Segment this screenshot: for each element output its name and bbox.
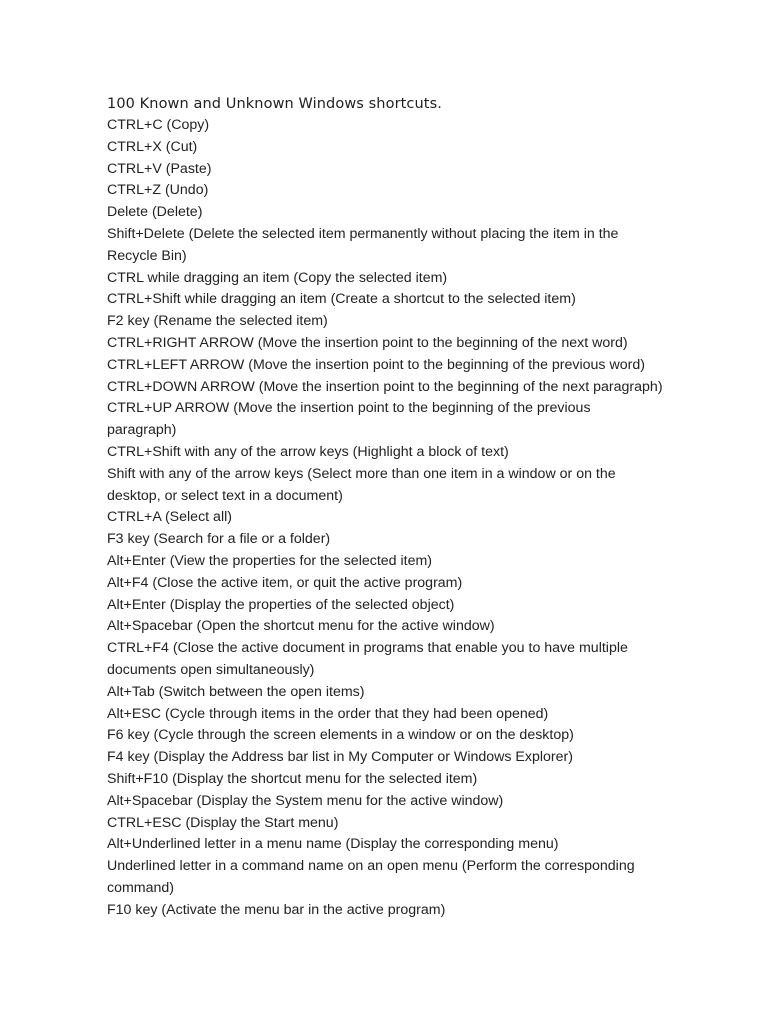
text-line: F3 key (Search for a file or a folder) (107, 531, 331, 548)
shortcut-list (107, 115, 687, 921)
text-line: CTRL+A (Select all) (107, 509, 232, 526)
text-line: command) (107, 879, 175, 896)
text-line: CTRL+X (Cut) (107, 138, 198, 155)
text-line: Alt+Enter (View the properties for the selected item) (107, 552, 433, 569)
text-line: Alt+Enter (Display the properties of the selected object) (107, 596, 455, 613)
text-line: CTRL+Z (Undo) (107, 182, 209, 199)
text-line: CTRL+Shift with any of the arrow keys (Highlight a block of text) (107, 443, 509, 460)
text-line: Underlined letter in a command name on an open menu (Perform the corresponding (107, 858, 635, 875)
text-line: CTRL+Shift while dragging an item (Create a shortcut to the selected item) (107, 291, 576, 308)
text-line: CTRL+C (Copy) (107, 117, 210, 133)
text-line: CTRL+RIGHT ARROW (Move the insertion point to the beginning of the next word) (107, 334, 628, 351)
text-line: desktop, or select text in a document) (107, 487, 343, 504)
document-title: 100 Known and Unknown Windows shortcuts. (107, 96, 442, 112)
text-line: CTRL+UP ARROW (Move the insertion point to the beginning of the previous (107, 400, 591, 417)
text-line: Shift with any of the arrow keys (Select more than one item in a window or on the (107, 465, 616, 482)
text-line: F4 key (Display the Address bar list in My Computer or Windows Explorer) (107, 749, 573, 766)
text-line: CTRL+LEFT ARROW (Move the insertion point to the beginning of the previous word) (107, 356, 645, 373)
text-line: CTRL+DOWN ARROW (Move the insertion point to the beginning of the next paragraph) (107, 378, 663, 395)
text-line: Recycle Bin) (107, 247, 187, 264)
text-line: F6 key (Cycle through the screen elements in a window or on the desktop) (107, 727, 574, 744)
text-line: documents open simultaneously) (107, 661, 315, 678)
text-line: paragraph) (107, 422, 177, 439)
text-line: Shift+Delete (Delete the selected item permanently without placing the item in the (107, 225, 619, 242)
text-line: Alt+Spacebar (Open the shortcut menu for the active window) (107, 618, 495, 635)
document-page (107, 94, 687, 921)
text-line: F2 key (Rename the selected item) (107, 313, 328, 330)
text-line: Alt+F4 (Close the active item, or quit the active program) (107, 574, 463, 591)
text-line: F10 key (Activate the menu bar in the active program) (107, 901, 446, 918)
text-line: Alt+ESC (Cycle through items in the order that they had been opened) (107, 705, 549, 722)
text-line: Alt+Tab (Switch between the open items) (107, 683, 365, 700)
text-line: Alt+Spacebar (Display the System menu for the active window) (107, 792, 504, 809)
text-line: Shift+F10 (Display the shortcut menu for the selected item) (107, 770, 478, 787)
text-line: CTRL+F4 (Close the active document in programs that enable you to have multiple (107, 640, 628, 657)
text-line: Alt+Underlined letter in a menu name (Display the corresponding menu) (107, 836, 559, 853)
text-line: CTRL while dragging an item (Copy the selected item) (107, 269, 448, 286)
text-line: CTRL+ESC (Display the Start menu) (107, 814, 339, 831)
text-line: Delete (Delete) (107, 204, 203, 221)
text-line: CTRL+V (Paste) (107, 160, 212, 177)
